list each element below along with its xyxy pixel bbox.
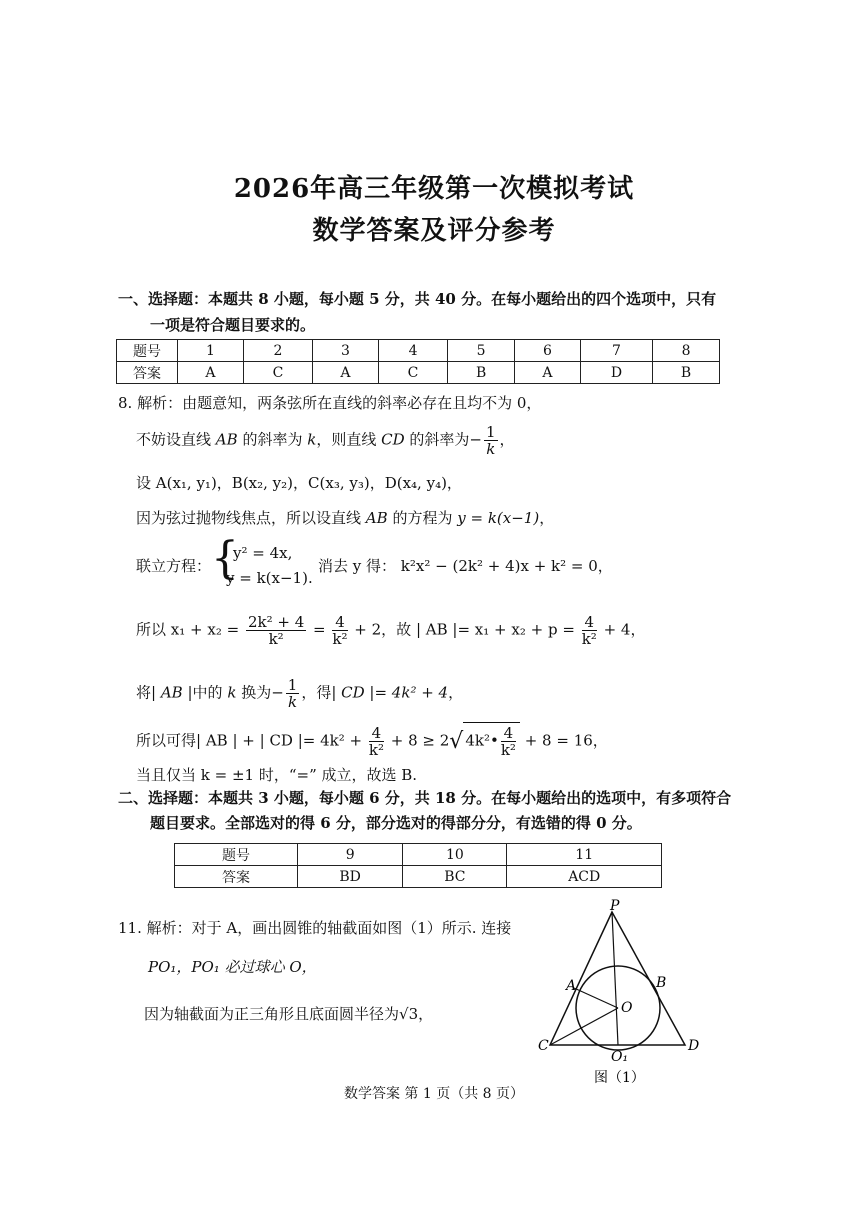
q8-line5-rest (318, 555, 613, 576)
q8-text: ， (539, 509, 555, 527)
table-cell: 7 (580, 340, 652, 362)
table-cell: 11 (507, 844, 662, 866)
q8-text: 的斜率为− (409, 430, 482, 449)
table-cell: 答案 (117, 362, 178, 384)
sqrt-body (463, 722, 520, 758)
label-a: A (566, 978, 577, 994)
q8-line8 (136, 722, 608, 758)
fraction (484, 424, 498, 457)
q11-line3 (144, 1003, 433, 1024)
q8-math: k (307, 430, 317, 449)
q8-system-eq2: y = k(x−1). (226, 569, 313, 587)
sqrt-symbol: √ (449, 729, 464, 754)
label-b: B (656, 975, 667, 991)
table-row (175, 844, 662, 866)
table-cell: 8 (653, 340, 720, 362)
fraction-denominator: k² (500, 741, 516, 759)
table-cell: 题号 (175, 844, 298, 866)
q8-line2 (136, 424, 515, 457)
fraction-denominator: k² (268, 630, 284, 648)
q8-text: ， (448, 683, 464, 702)
q8-math: | CD |= 4k² + 4 (331, 683, 449, 702)
fraction-numerator: 4 (369, 725, 384, 742)
q8-line6 (136, 614, 645, 647)
cone-cross-section-figure (530, 896, 710, 1086)
axis-line (612, 912, 618, 1045)
page-title: 2026年高三年级第一次模拟考试 (233, 174, 635, 204)
fraction (332, 614, 347, 647)
q11-line2: PO₁，PO₁ 必过球心 O， (148, 958, 317, 976)
q11-text: ， (418, 1005, 434, 1023)
fraction-numerator: 1 (287, 676, 298, 694)
table-cell: C (243, 362, 312, 384)
q8-text: ， (592, 731, 608, 750)
q8-line7 (136, 677, 463, 710)
table-cell: B (653, 362, 720, 384)
q8-text: 不妨设直线 (136, 430, 212, 449)
label-o1: O₁ (611, 1049, 629, 1065)
answer-table-1 (116, 339, 720, 384)
table-cell: 答案 (175, 866, 298, 888)
q8-math: | AB | (151, 683, 193, 702)
q8-math: 4k²• (465, 731, 499, 750)
table-cell: 10 (403, 844, 507, 866)
q8-math: k (227, 683, 237, 702)
table-cell: 9 (298, 844, 403, 866)
q8-text: 所以 (136, 620, 167, 639)
fraction-numerator: 1 (486, 423, 496, 441)
section1-header-line2: 一项是符合题目要求的。 (150, 316, 316, 334)
q8-text: ， (499, 430, 515, 449)
brace-symbol: { (211, 533, 239, 584)
page-footer: 数学答案 第 1 页（共 8 页） (343, 1086, 525, 1102)
fraction-numerator: 4 (332, 614, 347, 631)
table-cell: D (580, 362, 652, 384)
fraction (582, 614, 597, 647)
q8-math: CD (381, 430, 405, 449)
q8-text: ，则直线 (316, 430, 377, 449)
q8-text: 中的 (192, 683, 223, 702)
fraction (246, 614, 306, 647)
q8-system-eq1: y² = 4x, (233, 544, 293, 562)
q11-text: 因为轴截面为正三角形且底面圆半径为 (144, 1005, 400, 1023)
table-cell: 5 (448, 340, 515, 362)
q8-math: AB (215, 430, 238, 449)
q8-line5-label: 联立方程： (136, 557, 212, 575)
table-cell: A (178, 362, 244, 384)
q8-line1: 8. 解析：由题意知，两条弦所在直线的斜率必存在且均不为 0， (118, 394, 542, 412)
fraction (369, 725, 384, 758)
answer-table-2 (174, 843, 662, 888)
q8-text: 所以可得 (136, 731, 197, 750)
q8-line9: 当且仅当 k = ±1 时，“=” 成立，故选 B. (136, 766, 418, 784)
q8-text: + 2，故 (354, 620, 412, 639)
q8-math: = (313, 620, 326, 639)
fraction-denominator: k (486, 440, 496, 458)
table-cell: 3 (313, 340, 379, 362)
q8-text: 因为弦过抛物线焦点，所以设直线 (136, 509, 362, 527)
fraction (286, 677, 300, 710)
q8-math: AB (365, 509, 388, 527)
fraction-numerator: 2k² + 4 (247, 613, 305, 631)
segment-line (550, 1008, 618, 1045)
table-cell: 4 (378, 340, 447, 362)
q8-text: 消去 y 得： (318, 557, 397, 575)
table-cell: BC (403, 866, 507, 888)
fraction-denominator: k (287, 693, 298, 711)
section2-header-line1: 二、选择题：本题共 3 小题，每小题 6 分，共 18 分。在每小题给出的选项中，有多项符合 (118, 789, 732, 807)
label-d: D (688, 1038, 700, 1054)
table-cell: 2 (243, 340, 312, 362)
label-c: C (538, 1038, 549, 1054)
table-row (175, 866, 662, 888)
fraction-numerator: 4 (582, 614, 597, 631)
table-cell: A (313, 362, 379, 384)
page-subtitle: 数学答案及评分参考 (312, 216, 556, 246)
table-row (117, 362, 720, 384)
table-cell: 1 (178, 340, 244, 362)
q8-text: + 4， (603, 620, 646, 639)
q8-line4 (136, 507, 554, 528)
table-cell: 6 (515, 340, 581, 362)
q8-math: y = k(x−1) (457, 509, 540, 527)
q8-math: | AB |= x₁ + x₂ + p = (415, 620, 575, 639)
q8-text: 的斜率为 (242, 430, 303, 449)
table-cell: 题号 (117, 340, 178, 362)
q8-text: 将 (136, 683, 152, 702)
q8-text: ， (597, 557, 613, 575)
table-cell: BD (298, 866, 403, 888)
table-cell: C (378, 362, 447, 384)
q8-math: k²x² − (2k² + 4)x + k² = 0 (400, 557, 598, 575)
fraction (501, 725, 516, 758)
q8-math: + 8 ≥ 2 (390, 731, 450, 750)
section1-header-line1: 一、选择题：本题共 8 小题，每小题 5 分，共 40 分。在每小题给出的四个选项中，只有 (118, 290, 717, 308)
table-row (117, 340, 720, 362)
fraction-denominator: k² (581, 630, 597, 648)
q8-math: + 8 = 16 (524, 731, 593, 750)
label-o: O (621, 1000, 633, 1016)
q8-math: | AB | + | CD |= 4k² + (196, 731, 363, 750)
table-cell: ACD (507, 866, 662, 888)
fraction-denominator: k² (368, 741, 384, 759)
table-cell: B (448, 362, 515, 384)
fraction-denominator: k² (332, 630, 348, 648)
q8-text: ，得 (301, 683, 332, 702)
figure-caption: 图（1） (594, 1070, 645, 1086)
radius-line (574, 988, 618, 1008)
q8-line3: 设 A(x₁, y₁)，B(x₂, y₂)，C(x₃, y₃)，D(x₄, y₄)， (136, 474, 462, 492)
q8-text: 的方程为 (392, 509, 453, 527)
table-cell: A (515, 362, 581, 384)
q8-math: x₁ + x₂ = (170, 620, 240, 639)
q11-line1: 11. 解析：对于 A，画出圆锥的轴截面如图（1）所示. 连接 (118, 919, 512, 937)
q8-text: 换为− (241, 683, 284, 702)
label-p: P (610, 898, 620, 914)
section2-header-line2: 题目要求。全部选对的得 6 分，部分选对的得部分分，有选错的得 0 分。 (150, 814, 642, 832)
fraction-numerator: 4 (501, 725, 516, 742)
q11-math: √3 (399, 1005, 419, 1023)
